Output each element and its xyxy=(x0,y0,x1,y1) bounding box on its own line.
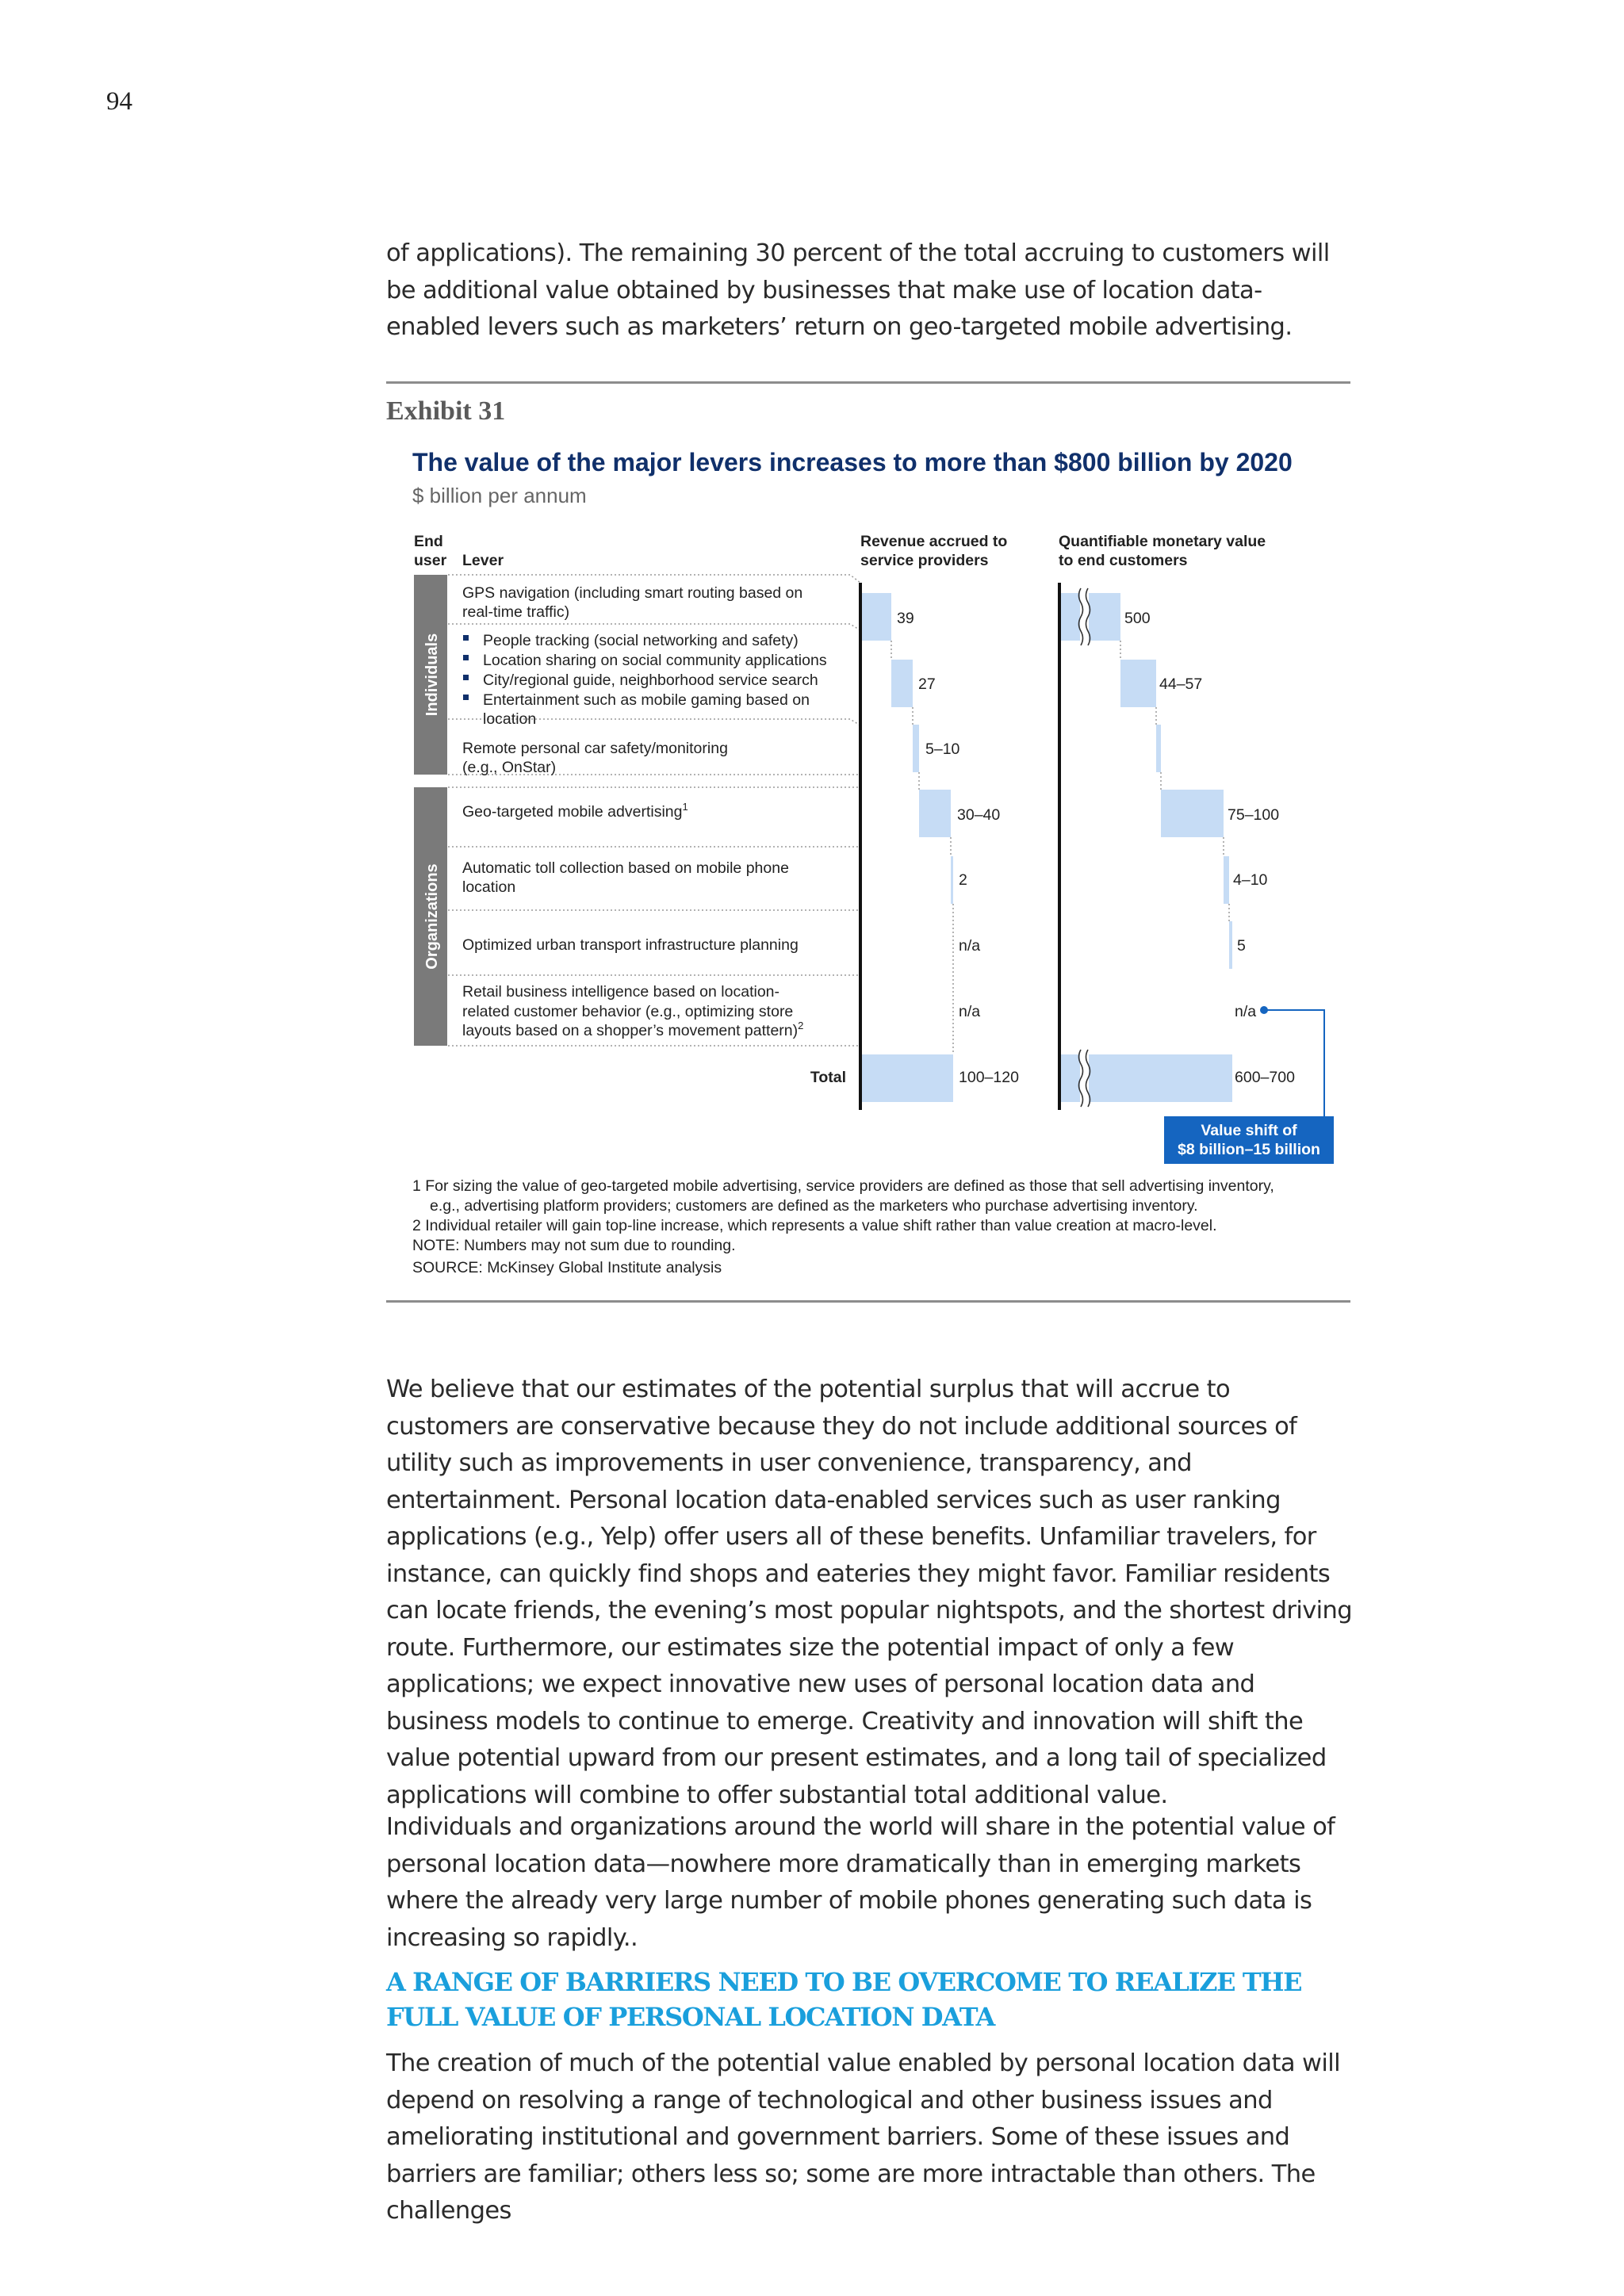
bullet-square xyxy=(463,635,469,641)
revenue-bar-car-safety xyxy=(913,725,919,772)
chart-subtitle: $ billion per annum xyxy=(412,484,587,507)
group-label-individuals: Individuals xyxy=(423,633,441,717)
revenue-bar-gps xyxy=(860,593,891,641)
chart-title: The value of the major levers increases to more than $800 billion by 2020 xyxy=(412,448,1293,476)
value-label-geo-advertising: 75–100 xyxy=(1228,806,1280,824)
value-bars xyxy=(1059,593,1232,1102)
revenue-bar-toll xyxy=(951,856,953,904)
value-label-toll: 4–10 xyxy=(1233,871,1268,889)
revenue-label-gps: 39 xyxy=(897,610,914,627)
footnote-ref-2: 2 xyxy=(798,1020,804,1031)
revenue-label-retail: n/a xyxy=(959,1003,981,1020)
bullet-square xyxy=(463,655,469,660)
lever-geo-advertising: Geo-targeted mobile advertising$^1$ xyxy=(462,801,688,821)
footnote-ref-1: 1 xyxy=(682,801,688,813)
value-label-gps: 500 xyxy=(1124,610,1151,627)
header-value-2: to end customers xyxy=(1059,552,1188,569)
section-heading: A RANGE OF BARRIERS NEED TO BE OVERCOME TO REALIZE THE FULL VALUE OF PERSONAL LOCATION DATA xyxy=(386,1967,1302,2032)
value-bar-individual-apps xyxy=(1120,660,1156,707)
exhibit-label: Exhibit 31 xyxy=(386,396,506,426)
header-revenue-1: Revenue accrued to xyxy=(860,533,1008,550)
header-lever: Lever xyxy=(462,552,504,569)
revenue-label-car-safety: 5–10 xyxy=(925,740,960,758)
header-end-user-1: End xyxy=(414,533,443,550)
value-label-retail: n/a xyxy=(1235,1003,1257,1020)
lever-gps-line2: real-time traffic) xyxy=(462,603,570,621)
header-end-user-2: user xyxy=(414,552,447,569)
revenue-label-geo-advertising: 30–40 xyxy=(957,806,1001,824)
footnote-1-line1: 1 For sizing the value of geo-targeted mobile advertising, service providers are defined as those that sell advertising inventory, xyxy=(412,1177,1274,1195)
lever-retail-line2: related customer behavior (e.g., optimizing store xyxy=(462,1003,794,1020)
revenue-bar-total xyxy=(860,1054,953,1102)
value-bar-car-safety xyxy=(1156,725,1161,772)
lever-car-safety-line2: (e.g., OnStar) xyxy=(462,759,557,776)
total-label: Total xyxy=(810,1069,846,1086)
revenue-label-individual-apps: 27 xyxy=(918,675,936,693)
body-paragraph-emerging-markets: Individuals and organizations around the world will share in the potential value of personal location data—nowhere more dramatically than in emerging markets where the already very large number of mobile phones generating such data is increasing so rapidly.. xyxy=(386,1813,1335,1952)
lever-gps-line1: GPS navigation (including smart routing based on xyxy=(462,584,803,602)
lever-toll-line1: Automatic toll collection based on mobile phone xyxy=(462,859,789,877)
lever-bullet-entertainment: Entertainment such as mobile gaming based on xyxy=(483,691,810,709)
revenue-bar-individual-apps xyxy=(891,660,913,707)
axis-break-icon xyxy=(1079,588,1090,1107)
lever-bullet-city-guide: City/regional guide, neighborhood service search xyxy=(483,672,818,689)
lever-bullet-location-sharing: Location sharing on social community applications xyxy=(483,652,827,669)
lever-bullet-entertainment-cont: location xyxy=(483,710,537,728)
footnote-source: SOURCE: McKinsey Global Institute analysis xyxy=(412,1259,722,1276)
value-bar-urban-transport xyxy=(1229,921,1232,969)
bullet-square xyxy=(463,695,469,700)
header-value-1: Quantifiable monetary value xyxy=(1059,533,1266,550)
revenue-label-total: 100–120 xyxy=(959,1069,1019,1086)
revenue-label-toll: 2 xyxy=(959,871,967,889)
lever-retail-line3: layouts based on a shopper’s movement pattern)$^2$ xyxy=(462,1020,804,1039)
callout-line2: $8 billion–15 billion xyxy=(1178,1141,1320,1158)
lever-retail-line1: Retail business intelligence based on location- xyxy=(462,983,779,1001)
page-number: 94 xyxy=(106,87,132,116)
header-revenue-2: service providers xyxy=(860,552,989,569)
group-label-organizations: Organizations xyxy=(423,863,441,970)
lever-bullet-people-tracking: People tracking (social networking and safety) xyxy=(483,632,799,649)
bullet-square xyxy=(463,675,469,680)
revenue-label-urban-transport: n/a xyxy=(959,937,981,955)
lever-urban-transport: Optimized urban transport infrastructure planning xyxy=(462,936,799,954)
revenue-bar-geo-advertising xyxy=(919,790,951,837)
body-paragraph-surplus: We believe that our estimates of the potential surplus that will accrue to customers are conservative because they do not include additional sources of utility such as improvements in user convenience, transparency, and entertainment. Personal location data-enabled services such as user ranking applications (e.g., Yelp) offer users all of these benefits. Unfamiliar travelers, for instance, can quickly find shops and eateries they might favor. Familiar residents can locate friends, the evening’s most popular nightspots, and the shortest driving route. Furthermore, our estimates size the potential impact of only a few applications; we expect innovative new uses of personal location data and business models to continue to emerge. Creativity and innovation will shift the value potential upward from our present estimates, and a long tail of specialized applications will combine to offer substantial total additional value. xyxy=(386,1376,1353,1809)
intro-paragraph: of applications). The remaining 30 percent of the total accruing to customers will be additional value obtained by businesses that make use of location data-enabled levers such as marketers’ return on geo-targeted mobile advertising. xyxy=(386,239,1330,341)
footnote-2: 2 Individual retailer will gain top-line increase, which represents a value shift rather than value creation at macro-level. xyxy=(412,1217,1217,1234)
value-bar-toll xyxy=(1224,856,1229,904)
exhibit-bottom-rule xyxy=(386,1300,1350,1303)
callout-line1: Value shift of xyxy=(1201,1122,1297,1139)
footnote-note: NOTE: Numbers may not sum due to rounding. xyxy=(412,1237,736,1254)
lever-toll-line2: location xyxy=(462,878,516,896)
value-label-total: 600–700 xyxy=(1235,1069,1295,1086)
footnote-1-line2: e.g., advertising platform providers; customers are defined as the marketers who purchase advertising inventory. xyxy=(430,1197,1198,1215)
body-paragraph-barriers: The creation of much of the potential value enabled by personal location data will depend on resolving a range of technological and other business issues and ameliorating institutional and government barriers. Some of these issues and barriers are familiar; others less so; some are more intractable than others. The challenges xyxy=(386,2049,1340,2225)
value-label-individual-apps: 44–57 xyxy=(1159,675,1203,693)
value-bar-geo-advertising xyxy=(1161,790,1224,837)
revenue-bars xyxy=(860,593,953,1102)
lever-car-safety-line1: Remote personal car safety/monitoring xyxy=(462,740,728,757)
value-label-urban-transport: 5 xyxy=(1237,937,1246,955)
value-bar-gps xyxy=(1059,593,1120,641)
callout-connector xyxy=(1264,1010,1324,1116)
